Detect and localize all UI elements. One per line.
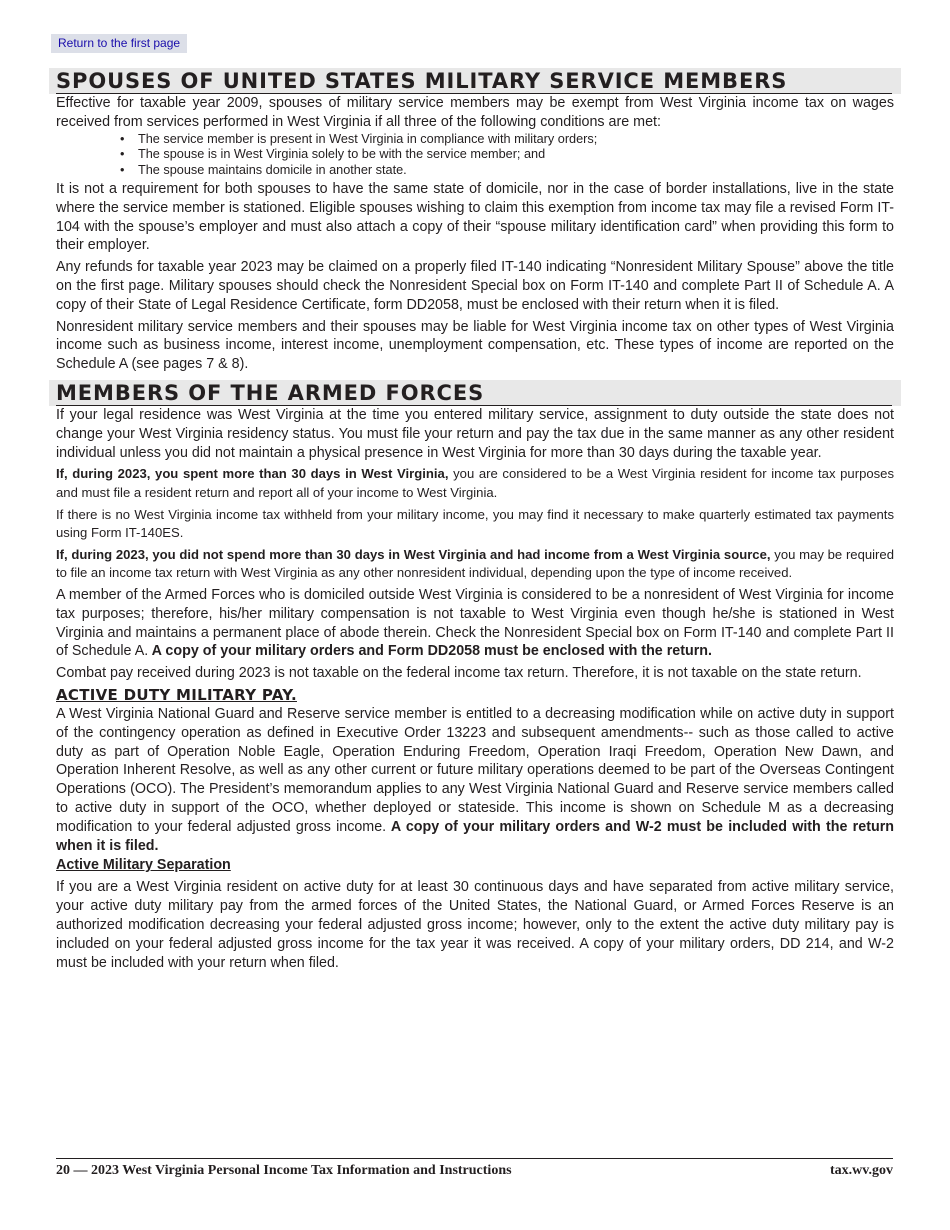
spouses-paragraph-2: It is not a requirement for both spouses to have the same state of domicile, nor in the case of border installations, live in the state where the service member is stationed. Eligible spouses wishing to claim this exemption from income tax may file a revised Form IT-104 with the spouse’s employer and must also attach a copy of their “spouse military identification card” when providing this form to their employer.: [56, 181, 894, 254]
active-duty-paragraph: [56, 705, 894, 855]
armed-paragraph-4-bold: If, during 2023, you did not spend more than 30 days in West Virginia and had income from a West Virginia source,: [56, 546, 771, 562]
armed-paragraph-2-bold: If, during 2023, you spent more than 30 days in West Virginia,: [56, 466, 449, 482]
page-footer: [56, 1158, 893, 1179]
armed-paragraph-3: If there is no West Virginia income tax withheld from your military income, you may find it necessary to make quarterly estimated tax payments using Form IT-140ES.: [56, 506, 894, 541]
active-military-separation-paragraph: If you are a West Virginia resident on active duty for at least 30 continuous days and have separated from active military service, your active duty military pay from the armed forces of the United States, the National Guard, or Armed Forces Reserve is an authorized modification decreasing your federal adjusted gross income; however, only to the extent the active duty military pay is included on your federal adjusted gross income for the tax year it was received. A copy of your military orders, DD 214, and W-2 must be included with your return when filed.: [56, 879, 894, 971]
armed-paragraph-4-text: you may be required to file an income tax return with West Virginia as any other nonresident individual, depending upon the type of income received.: [56, 546, 894, 581]
armed-forces-section-body: [49, 406, 901, 972]
armed-paragraph-5-bold: A copy of your military orders and Form DD2058 must be enclosed with the return.: [148, 643, 713, 660]
armed-paragraph-5-text: A member of the Armed Forces who is domiciled outside West Virginia is considered to be a nonresident of West Virginia for income tax purposes; therefore, his/her military compensation is not taxable to West Virginia even though he/she is stationed in West Virginia and maintains a permanent place of abode therein. Check the Nonresident Special box on Form IT-140 and complete Part II of Schedule A.: [56, 587, 894, 660]
spouses-paragraph-3: Any refunds for taxable year 2023 may be claimed on a properly filed IT-140 indicating “Nonresident Military Spouse” above the title on the first page. Military spouses should check the Nonresident Special box on Form IT-140 and complete Part II of Schedule A. A copy of their State of Legal Residence Certificate, form DD2058, must be enclosed with their return when it is filed.: [56, 259, 894, 313]
spouses-paragraph-4: Nonresident military service members and their spouses may be liable for West Virginia income tax on other types of West Virginia income such as business income, interest income, unemployment compensation, etc. These types of income are reported on the Schedule A (see pages 7 & 8).: [56, 318, 894, 373]
list-item: • The spouse maintains domicile in another state.: [120, 163, 894, 179]
armed-paragraph-4: [56, 546, 894, 583]
armed-paragraph-2: [56, 465, 894, 502]
footer-website: tax.wv.gov: [830, 1163, 893, 1178]
list-item: • The service member is present in West Virginia in compliance with military orders;: [120, 132, 894, 148]
armed-paragraph-6: Combat pay received during 2023 is not taxable on the federal income tax return. Therefore, it is not taxable on the state return.: [56, 665, 862, 682]
active-duty-paragraph-text: A West Virginia National Guard and Reserve service member is entitled to a decreasing modification while on active duty in support of the contingency operation as defined in Executive Order 13223 and subsequent amendments-- such as those called to active duty as part of Operation Noble Eagle, Operation Enduring Freedom, Operation Iraqi Freedom, Operation New Dawn, and Operation Inherent Resolve, as well as any other current or future military operations deemed to be part of the Overseas Contingent Operations (OCO). The President’s memorandum applies to any West Virginia National Guard and Reserve service members called to active duty in support of the OCO, whether deployed or stateside. This income is shown on Schedule M as a decreasing modification to your federal adjusted gross income.: [56, 706, 894, 835]
armed-forces-heading: MEMBERS OF THE ARMED FORCES: [56, 381, 892, 406]
spouses-intro: Effective for taxable year 2009, spouses of military service members may be exempt from West Virginia income tax on wages received from services performed in West Virginia if all three of the following conditions are met:: [56, 95, 894, 130]
armed-forces-section-header: [49, 380, 901, 406]
spouses-heading: SPOUSES OF UNITED STATES MILITARY SERVICE MEMBERS: [56, 69, 892, 94]
active-military-separation-heading: Active Military Separation: [56, 857, 231, 874]
spouses-section-body: [49, 94, 901, 374]
armed-paragraph-5: [56, 586, 894, 661]
list-item: • The spouse is in West Virginia solely to be with the service member; and: [120, 147, 894, 163]
active-duty-paragraph-bold: A copy of your military orders and W-2 must be included with the return when it is filed.: [56, 818, 894, 854]
spouses-section-header: [49, 68, 901, 94]
active-duty-heading: ACTIVE DUTY MILITARY PAY.: [56, 686, 297, 704]
page-content: [49, 68, 901, 972]
armed-paragraph-2-text: you are considered to be a West Virginia resident for income tax purposes and must file a resident return and report all of your income to West Virginia.: [56, 466, 895, 501]
conditions-list: [56, 132, 894, 179]
footer-title: 20 — 2023 West Virginia Personal Income Tax Information and Instructions: [56, 1163, 512, 1178]
return-to-first-page-button[interactable]: Return to the first page: [51, 34, 187, 53]
armed-paragraph-1: If your legal residence was West Virginia at the time you entered military service, assignment to duty outside the state does not change your West Virginia residency status. You must file your return and pay the tax due in the same manner as any other resident individual unless you did not maintain a physical presence in West Virginia for more than 30 days during the taxable year.: [56, 407, 894, 461]
